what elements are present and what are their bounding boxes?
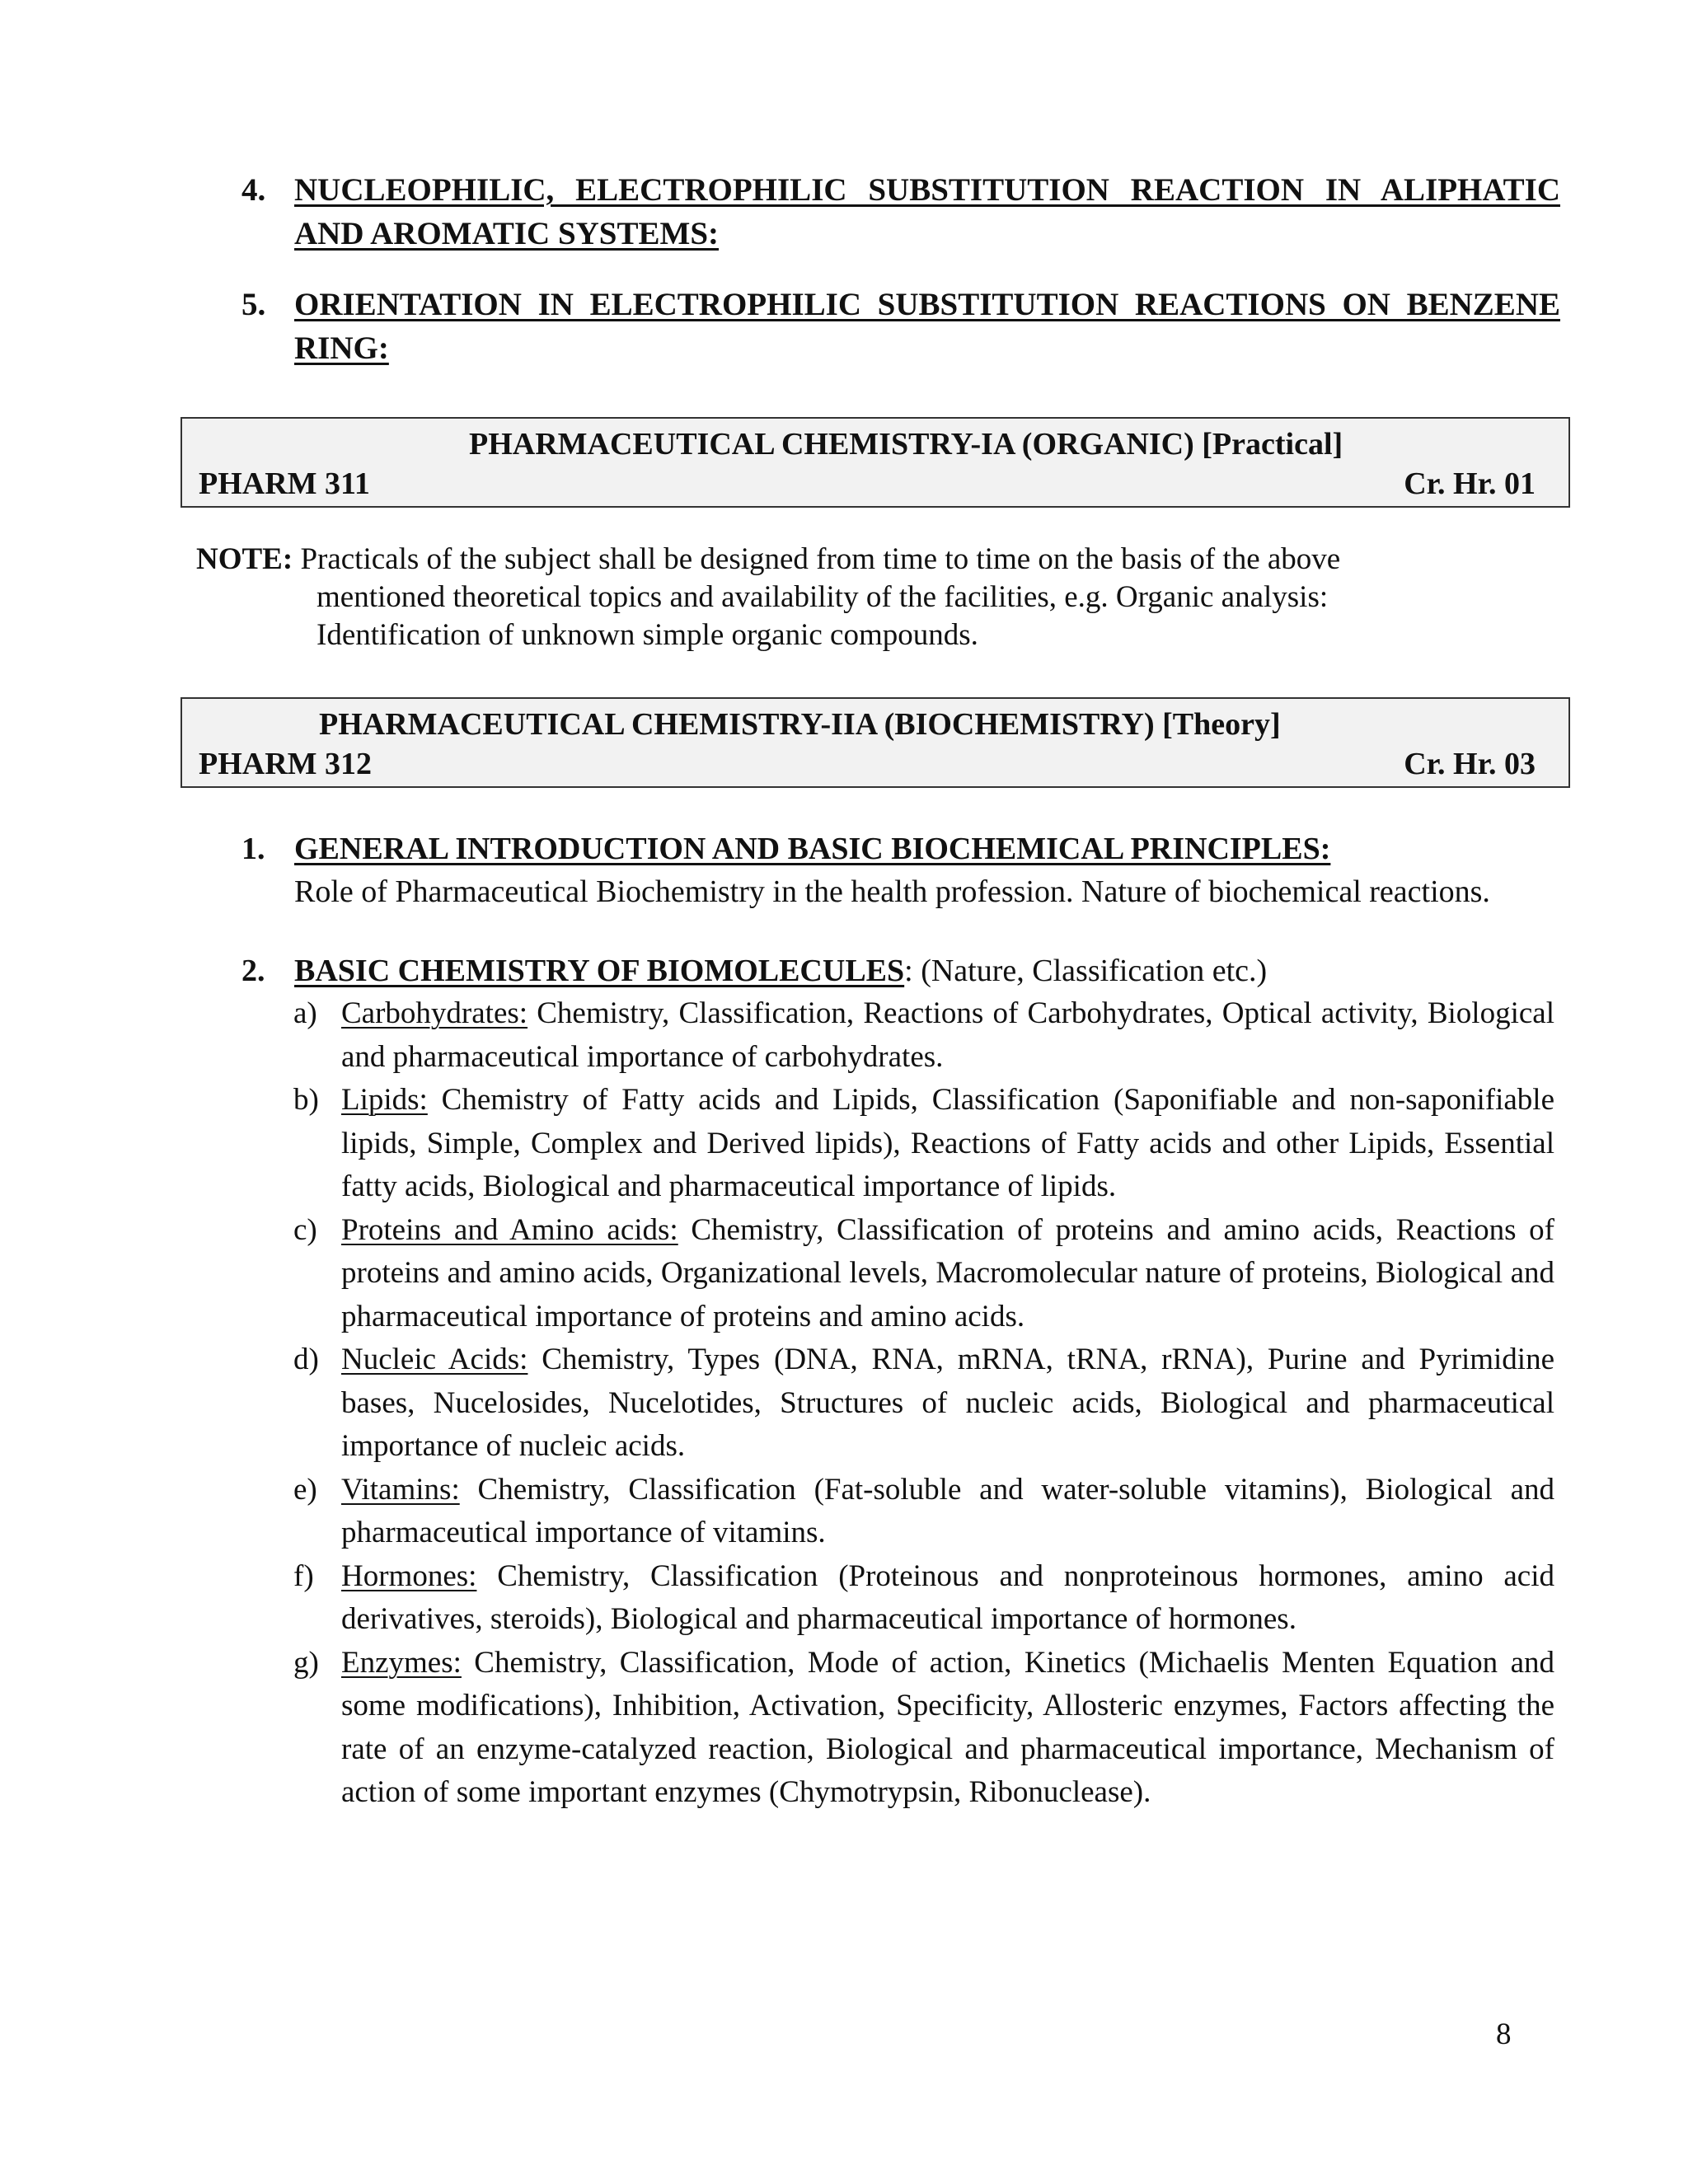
section-heading: BASIC CHEMISTRY OF BIOMOLECULES	[294, 954, 905, 988]
section-2	[241, 949, 1560, 992]
biomolecule-subtopics	[293, 992, 1554, 1815]
subtopic-hormones	[293, 1555, 1554, 1642]
subtopic-label: Hormones:	[341, 1558, 477, 1593]
section-1	[241, 827, 1560, 913]
credit-hours: Cr. Hr. 03	[1404, 747, 1536, 781]
note-line-1: Practicals of the subject shall be designed from time to time on the basis of the above	[300, 542, 1341, 576]
subtopic-label: Nucleic Acids:	[341, 1343, 528, 1376]
topic-item-5	[241, 283, 1560, 370]
topic-heading: ORIENTATION IN ELECTROPHILIC SUBSTITUTION REACTIONS ON BENZENE RING:	[294, 287, 1560, 366]
topic-number: 5.	[241, 287, 266, 322]
subtopic-label: Lipids:	[341, 1083, 428, 1117]
subtopic-letter: a)	[293, 996, 317, 1030]
subtopic-text: Chemistry, Classification (Fat-soluble and water-soluble vitamins), Biological and pharmaceutical importance of vitamins.	[341, 1472, 1554, 1549]
topic-heading: NUCLEOPHILIC, ELECTROPHILIC SUBSTITUTION REACTION IN ALIPHATIC AND AROMATIC SYSTEMS:	[294, 172, 1560, 251]
credit-hours: Cr. Hr. 01	[1404, 466, 1536, 501]
subtopic-text: Chemistry, Classification, Mode of action, Kinetics (Michaelis Menten Equation and some modifications), Inhibition, Activation, Specificity, Allosteric enzymes, Factors affecting the rate of an enzyme-catalyzed reaction, Biological and pharmaceutical importance, Mechanism of action of some important enzymes (Chymotrypsin, Ribonuclease).	[341, 1645, 1554, 1809]
subtopic-proteins	[293, 1209, 1554, 1339]
subtopic-letter: g)	[293, 1645, 319, 1680]
page-number: 8	[1496, 2018, 1512, 2051]
course-header-box-theory	[181, 697, 1570, 788]
course-code: PHARM 311	[199, 466, 370, 501]
subtopic-text: Chemistry, Classification of proteins and amino acids, Reactions of proteins and amino acids, Organizational levels, Macromolecular nature of proteins, Biological and pharmaceutical importance of proteins and amino acids.	[341, 1212, 1554, 1333]
subtopic-label: Vitamins:	[341, 1472, 460, 1507]
section-heading: GENERAL INTRODUCTION AND BASIC BIOCHEMICAL PRINCIPLES:	[294, 832, 1331, 866]
subtopic-letter: e)	[293, 1472, 317, 1507]
subtopic-text: Chemistry of Fatty acids and Lipids, Classification (Saponifiable and non-saponifiable lipids, Simple, Complex and Derived lipids), Reactions of Fatty acids and other Lipids, Essential fatty acids, Biological and pharmaceutical importance of lipids.	[341, 1083, 1554, 1203]
subtopic-letter: c)	[293, 1212, 317, 1247]
subtopic-text: Chemistry, Classification (Proteinous and nonproteinous hormones, amino acid derivatives, steroids), Biological and pharmaceutical importance of hormones.	[341, 1558, 1554, 1636]
subtopic-text: Chemistry, Classification, Reactions of Carbohydrates, Optical activity, Biological and pharmaceutical importance of carbohydrates.	[341, 996, 1554, 1074]
subtopic-lipids	[293, 1079, 1554, 1209]
practical-note	[196, 541, 1482, 654]
subtopic-label: Carbohydrates:	[341, 996, 528, 1030]
subtopic-nucleic-acids	[293, 1338, 1554, 1469]
course-header-box-practical	[181, 417, 1570, 508]
course-code: PHARM 312	[199, 747, 373, 781]
subtopic-label: Enzymes:	[341, 1645, 462, 1680]
subtopic-letter: f)	[293, 1558, 314, 1593]
section-number: 1.	[241, 832, 265, 866]
subtopic-text: Chemistry, Types (DNA, RNA, mRNA, tRNA, rRNA), Purine and Pyrimidine bases, Nucelosides, Nucelotides, Structures of nucleic acids, Biological and pharmaceutical importance of nucleic acids.	[341, 1343, 1555, 1463]
note-label: NOTE:	[196, 542, 293, 576]
course-title: PHARMACEUTICAL CHEMISTRY-IA (ORGANIC) [Practical]	[469, 427, 1343, 462]
subtopic-carbohydrates	[293, 992, 1554, 1079]
subtopic-vitamins	[293, 1469, 1554, 1555]
note-line-2: mentioned theoretical topics and availability of the facilities, e.g. Organic analysis:	[316, 580, 1329, 614]
subtopic-enzymes	[293, 1642, 1554, 1815]
section-heading-suffix: : (Nature, Classification etc.)	[904, 954, 1268, 988]
subtopic-label: Proteins and Amino acids:	[341, 1212, 678, 1247]
section-number: 2.	[241, 954, 265, 988]
course-title: PHARMACEUTICAL CHEMISTRY-IIA (BIOCHEMISTRY) [Theory]	[319, 707, 1281, 742]
topic-number: 4.	[241, 172, 266, 208]
subtopic-letter: b)	[293, 1083, 319, 1117]
note-line-3: Identification of unknown simple organic compounds.	[316, 618, 978, 652]
subtopic-letter: d)	[293, 1343, 319, 1376]
topic-item-4	[241, 168, 1560, 255]
section-text: Role of Pharmaceutical Biochemistry in the health profession. Nature of biochemical reactions.	[294, 874, 1490, 909]
